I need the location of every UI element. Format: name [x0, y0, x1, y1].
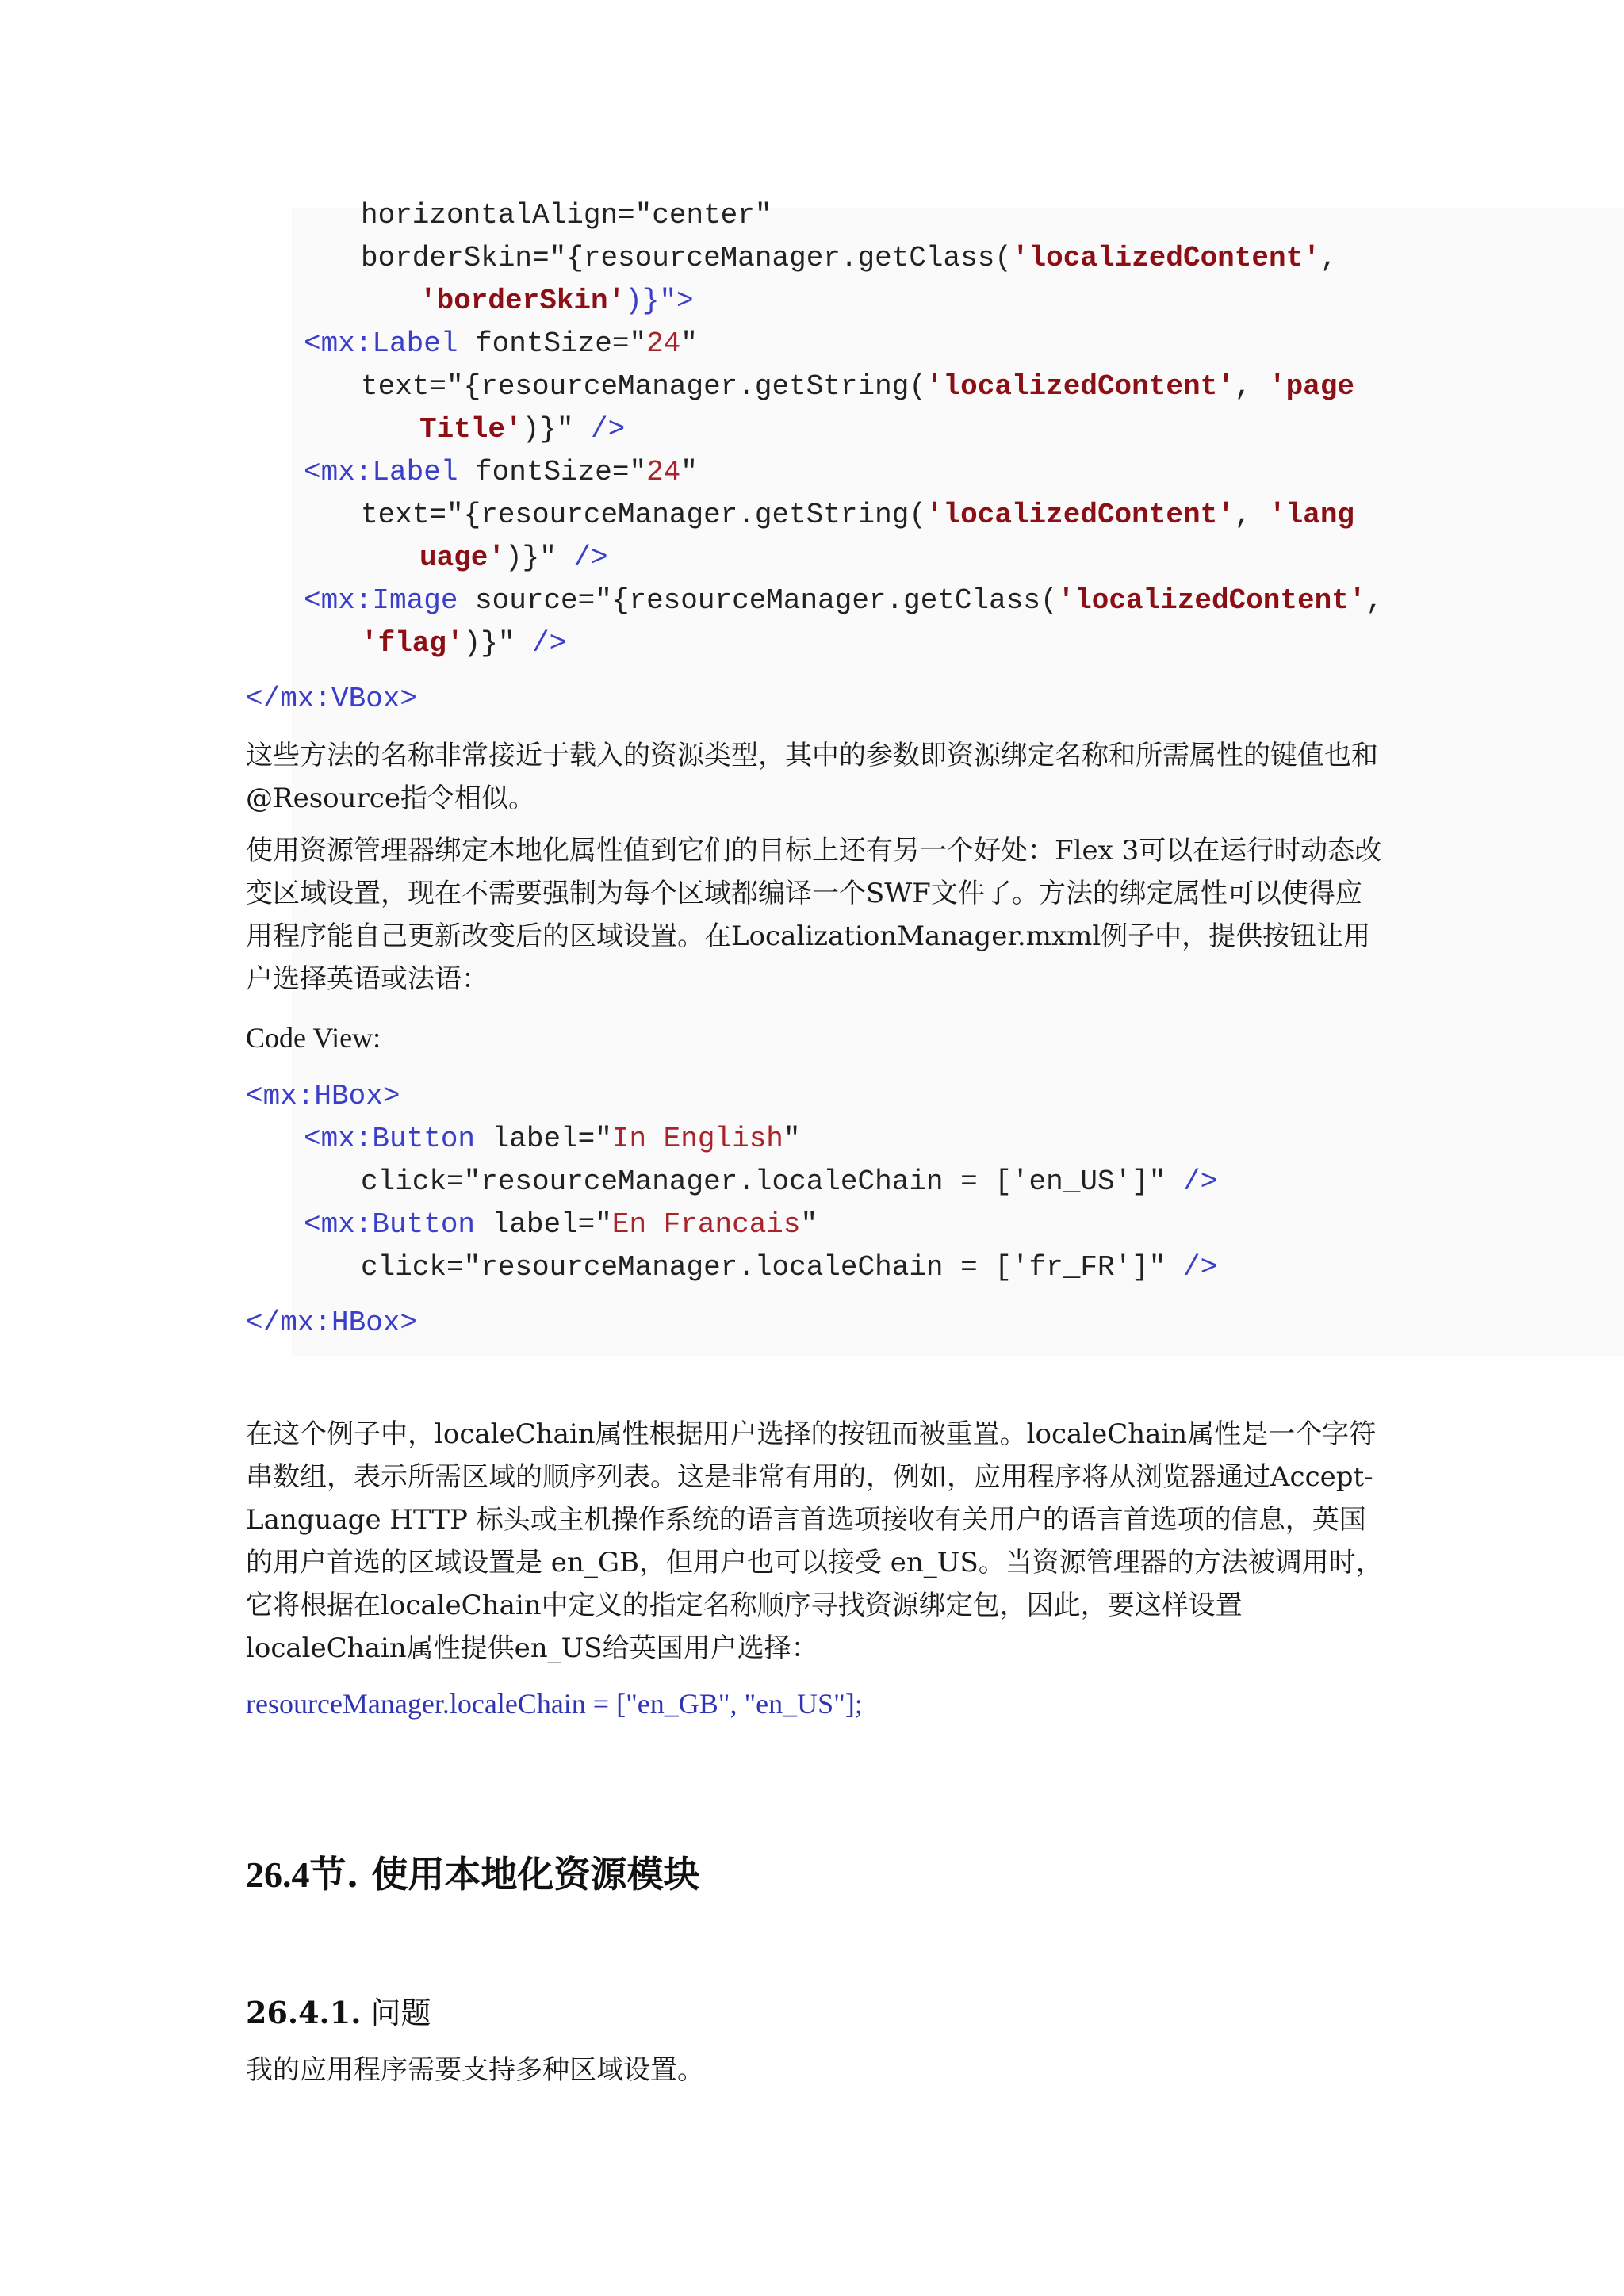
- code-tag: />: [591, 413, 626, 446]
- paragraph: 我的应用程序需要支持多种区域设置。: [246, 2054, 704, 2086]
- subsection-heading: [246, 1988, 431, 2032]
- code-tag: />: [1182, 1165, 1218, 1198]
- paragraph: 使用资源管理器绑定本地化属性值到它们的目标上还有另一个好处：Flex 3可以在运行时动态改变区域设置，现在不需要强制为每个区域都编译一个SWF文件了。方法的绑定属性可以使得应用程序能自己更新改变后的区域设置。在LocalizationManager.mxml例子中，提供按钮让用户选择英语或法语：: [246, 835, 1382, 995]
- code-attr: ": [800, 1208, 818, 1241]
- code-text: borderSkin="{resourceManager.getClass(: [361, 242, 1012, 274]
- code-string: 'localizedContent': [1057, 584, 1366, 617]
- code-string: 'flag': [361, 627, 464, 660]
- code-value: 24: [646, 327, 681, 360]
- code-text: ,: [1234, 499, 1270, 531]
- code-string: Title': [419, 413, 523, 446]
- code-tag: <mx:HBox>: [246, 1080, 400, 1112]
- code-line: [246, 1075, 400, 1118]
- code-tag: </mx:VBox>: [246, 683, 418, 715]
- code-tag: <mx:Button: [304, 1208, 476, 1241]
- code-attr: source="{resourceManager.getClass(: [458, 584, 1058, 617]
- section-title: 节. 使用本地化资源模块: [309, 1853, 700, 1896]
- code-string: uage': [419, 541, 506, 574]
- code-tag: <mx:Image: [304, 584, 458, 617]
- code-text: )}": [463, 627, 533, 660]
- code-attr: label=": [475, 1208, 612, 1241]
- code-line: [361, 1161, 1217, 1203]
- code-text: text="{resourceManager.getString(: [361, 499, 926, 531]
- code-text: click="resourceManager.localeChain = ['en_US']": [361, 1165, 1183, 1198]
- subsection-number: 26.4.1.: [246, 1995, 362, 2030]
- paragraph: 在这个例子中，localeChain属性根据用户选择的按钮而被重置。localeChain属性是一个字符串数组，表示所需区域的顺序列表。这是非常有用的，例如，应用程序将从浏览器通过Accept-Language HTTP 标头或主机操作系统的语言首选项接收有关用户的语言首选项的信息，英国的用户首选的区域设置是 en_GB，但用户也可以接受 en_US。当资源管理器的方法被调用时，它将根据在localeChain中定义的指定名称顺序寻找资源绑定包，因此，要这样设置localeChain属性提供en_US给英国用户选择：: [246, 1418, 1383, 1664]
- code-tag: <mx:Button: [304, 1123, 476, 1155]
- code-value: In English: [611, 1123, 783, 1155]
- code-tag: />: [1182, 1251, 1218, 1284]
- code-attr: label=": [475, 1123, 612, 1155]
- code-value: En Francais: [611, 1208, 801, 1241]
- code-snippet: resourceManager.localeChain = ["en_GB", "en_US"];: [246, 1688, 863, 1720]
- code-attr: fontSize=": [458, 327, 647, 360]
- code-view-label: Code View:: [246, 1022, 381, 1054]
- code-text: ,: [1320, 242, 1338, 274]
- code-tag: </mx:HBox>: [246, 1307, 418, 1339]
- code-attr: ": [783, 1123, 801, 1155]
- code-line: [304, 1203, 818, 1246]
- code-string: 'localizedContent': [925, 499, 1235, 531]
- code-value: 24: [646, 456, 681, 488]
- code-tag: <mx:Label: [304, 327, 458, 360]
- code-text: text="{resourceManager.getString(: [361, 370, 926, 403]
- code-string: 'page: [1269, 370, 1355, 403]
- code-string: 'localizedContent': [1011, 242, 1320, 274]
- subsection-title: 问题: [361, 1996, 431, 2030]
- code-tag: <mx:Label: [304, 456, 458, 488]
- paragraph: 这些方法的名称非常接近于载入的资源类型，其中的参数即资源绑定名称和所需属性的键值也和@Resource指令相似。: [246, 740, 1378, 814]
- code-line: [361, 622, 566, 665]
- code-string: 'lang: [1269, 499, 1355, 531]
- code-text: click="resourceManager.localeChain = ['fr_FR']": [361, 1251, 1183, 1284]
- section-number: 26.4: [246, 1854, 310, 1895]
- code-string: 'localizedContent': [925, 370, 1235, 403]
- code-tag: />: [532, 627, 567, 660]
- code-text: ,: [1365, 584, 1384, 617]
- code-line: [361, 1246, 1217, 1289]
- code-line: [304, 580, 1383, 622]
- code-string: 'borderSkin': [419, 285, 626, 317]
- code-text: )}": [505, 541, 574, 574]
- code-tag: />: [573, 541, 608, 574]
- section-heading: [246, 1846, 700, 1898]
- code-text: )}": [522, 413, 592, 446]
- code-text: horizontalAlign="center": [361, 199, 772, 232]
- code-line: [304, 1118, 801, 1161]
- code-line: [246, 678, 417, 721]
- code-line: [246, 1302, 417, 1345]
- code-text: ,: [1234, 370, 1270, 403]
- code-punct: )}">: [625, 285, 694, 317]
- code-attr: ": [680, 456, 698, 488]
- code-attr: fontSize=": [458, 456, 647, 488]
- code-attr: ": [680, 327, 698, 360]
